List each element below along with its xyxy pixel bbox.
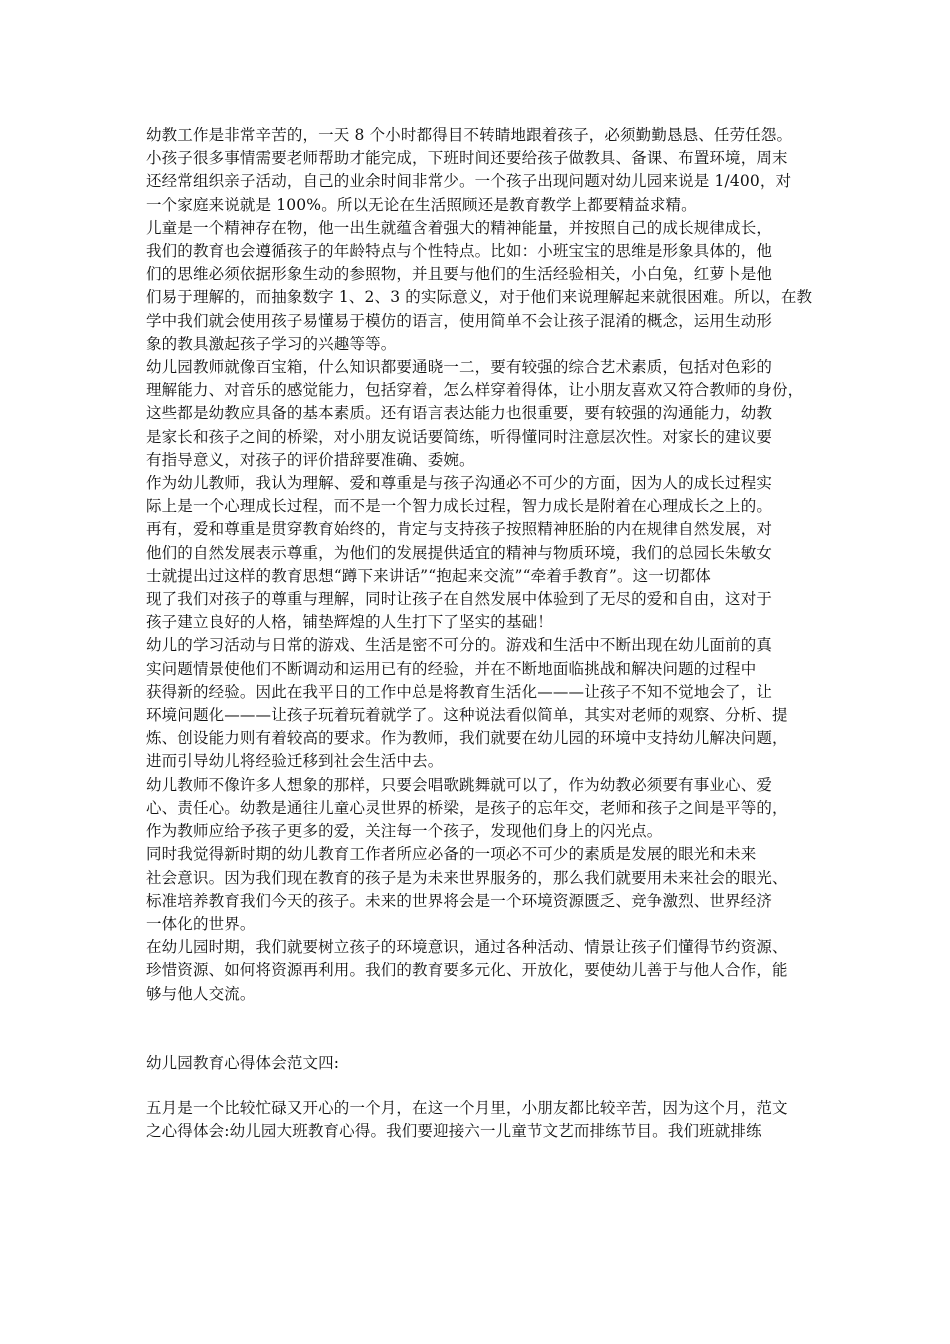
text-line: 实问题情景使他们不断调动和运用已有的经验，并在不断地面临挑战和解决问题的过程中 [146, 659, 757, 678]
text-line: 环境问题化———让孩子玩着玩着就学了。这种说法看似简单，其实对老师的观察、分析、提 [146, 706, 788, 725]
text-line: 之心得体会:幼儿园大班教育心得。我们要迎接六一儿童节文艺而排练节目。我们班就排练 [146, 1122, 762, 1141]
text-line: 我们的教育也会遵循孩子的年龄特点与个性特点。比如：小班宝宝的思维是形象具体的，他 [146, 242, 773, 261]
paragraph [146, 147, 826, 217]
text-line: 社会意识。因为我们现在教育的孩子是为未来世界服务的，那么我们就要用未来社会的眼光、 [146, 868, 788, 887]
section-paragraph [146, 1097, 826, 1143]
paragraph [146, 472, 826, 518]
text-line: 小孩子很多事情需要老师帮助才能完成，下班时间还要给孩子做教具、备课、布置环境，周末 [146, 149, 788, 168]
paragraph [146, 634, 826, 773]
paragraph [146, 774, 826, 844]
section-title: 幼儿园教育心得体会范文四: [146, 1053, 340, 1072]
text-line: 炼、创设能力则有着较高的要求。作为教师，我们就要在幼儿园的环境中支持幼儿解决问题， [146, 729, 788, 748]
text-line: 五月是一个比较忙碌又开心的一个月，在这一个月里，小朋友都比较辛苦，因为这个月，范文 [146, 1098, 788, 1117]
text-line: 再有，爱和尊重是贯穿教育始终的，肯定与支持孩子按照精神胚胎的内在规律自然发展，对 [146, 520, 773, 539]
paragraph [146, 124, 826, 147]
text-line: 一个家庭来说就是 100%。所以无论在生活照顾还是教育教学上都要精益求精。 [146, 195, 697, 214]
text-line: 孩子建立良好的人格，铺垫辉煌的人生打下了坚实的基础！ [146, 613, 553, 632]
text-line: 标准培养教育我们今天的孩子。未来的世界将会是一个环境资源匮乏、竞争激烈、世界经济 [146, 891, 773, 910]
text-line: 同时我觉得新时期的幼儿教育工作者所应必备的一项必不可少的素质是发展的眼光和未来 [146, 845, 757, 864]
text-line: 幼教工作是非常辛苦的，一天 8 个小时都得目不转睛地跟着孩子，必须勤勤恳恳、任劳任怨。 [146, 126, 793, 144]
text-line: 象的教具激起孩子学习的兴趣等等。 [146, 334, 397, 353]
paragraph [146, 518, 826, 634]
text-line: 际上是一个心理成长过程，而不是一个智力成长过程，智力成长是附着在心理成长之上的。 [146, 497, 773, 516]
paragraph [146, 217, 826, 356]
text-line: 们易于理解的，而抽象数字 1、2、3 的实际意义，对于他们来说理解起来就很困难。所以，在教 [146, 288, 813, 307]
text-line: 他们的自然发展表示尊重，为他们的发展提供适宜的精神与物质环境，我们的总园长朱敏女 [146, 543, 773, 562]
text-line: 进而引导幼儿将经验迁移到社会生活中去。 [146, 752, 444, 771]
paragraph [146, 356, 826, 472]
text-line: 还经常组织亲子活动，自己的业余时间非常少。一个孩子出现问题对幼儿园来说是 1/400，对 [146, 172, 792, 191]
text-line: 是家长和孩子之间的桥梁，对小朋友说话要简练，听得懂同时注意层次性。对家长的建议要 [146, 427, 773, 446]
text-line: 获得新的经验。因此在我平日的工作中总是将教育生活化———让孩子不知不觉地会了，让 [146, 682, 773, 701]
text-line: 理解能力、对音乐的感觉能力，包括穿着，怎么样穿着得体，让小朋友喜欢又符合教师的身份， [146, 381, 804, 400]
paragraph [146, 843, 826, 936]
text-line: 这些都是幼教应具备的基本素质。还有语言表达能力也很重要，要有较强的沟通能力，幼教 [146, 404, 773, 423]
text-line: 珍惜资源、如何将资源再利用。我们的教育要多元化、开放化，要使幼儿善于与他人合作，能 [146, 961, 788, 980]
text-line: 儿童是一个精神存在物，他一出生就蕴含着强大的精神能量，并按照自己的成长规律成长， [146, 218, 773, 237]
text-line: 幼儿的学习活动与日常的游戏、生活是密不可分的。游戏和生活中不断出现在幼儿面前的真 [146, 636, 773, 655]
text-line: 有指导意义，对孩子的评价措辞要准确、委婉。 [146, 450, 475, 469]
text-line: 心、责任心。幼教是通往儿童心灵世界的桥梁，是孩子的忘年交，老师和孩子之间是平等的， [146, 798, 788, 817]
document-body [146, 124, 826, 1143]
text-line: 一体化的世界。 [146, 914, 256, 933]
text-line: 们的思维必须依据形象生动的参照物，并且要与他们的生活经验相关，小白兔，红萝卜是他 [146, 265, 773, 284]
text-line: 幼儿园教师就像百宝箱，什么知识都要通晓一二，要有较强的综合艺术素质，包括对色彩的 [146, 358, 773, 377]
text-line: 学中我们就会使用孩子易懂易于模仿的语言，使用简单不会让孩子混淆的概念，运用生动形 [146, 311, 773, 330]
paragraph-list [146, 124, 826, 1006]
text-line: 幼儿教师不像许多人想象的那样，只要会唱歌跳舞就可以了，作为幼教必须要有事业心、爱 [146, 775, 773, 794]
text-line: 现了我们对孩子的尊重与理解，同时让孩子在自然发展中体验到了无尽的爱和自由，这对于 [146, 590, 773, 609]
text-line: 作为教师应给予孩子更多的爱，关注每一个孩子，发现他们身上的闪光点。 [146, 822, 663, 841]
text-line: 作为幼儿教师，我认为理解、爱和尊重是与孩子沟通必不可少的方面，因为人的成长过程实 [146, 474, 773, 493]
text-line: 够与他人交流。 [146, 984, 256, 1003]
text-line: 士就提出过这样的教育思想“蹲下来讲话”“抱起来交流”“牵着手教育”。这一切都体 [146, 566, 711, 585]
paragraph [146, 936, 826, 1006]
text-line: 在幼儿园时期，我们就要树立孩子的环境意识，通过各种活动、情景让孩子们懂得节约资源、 [146, 938, 788, 957]
